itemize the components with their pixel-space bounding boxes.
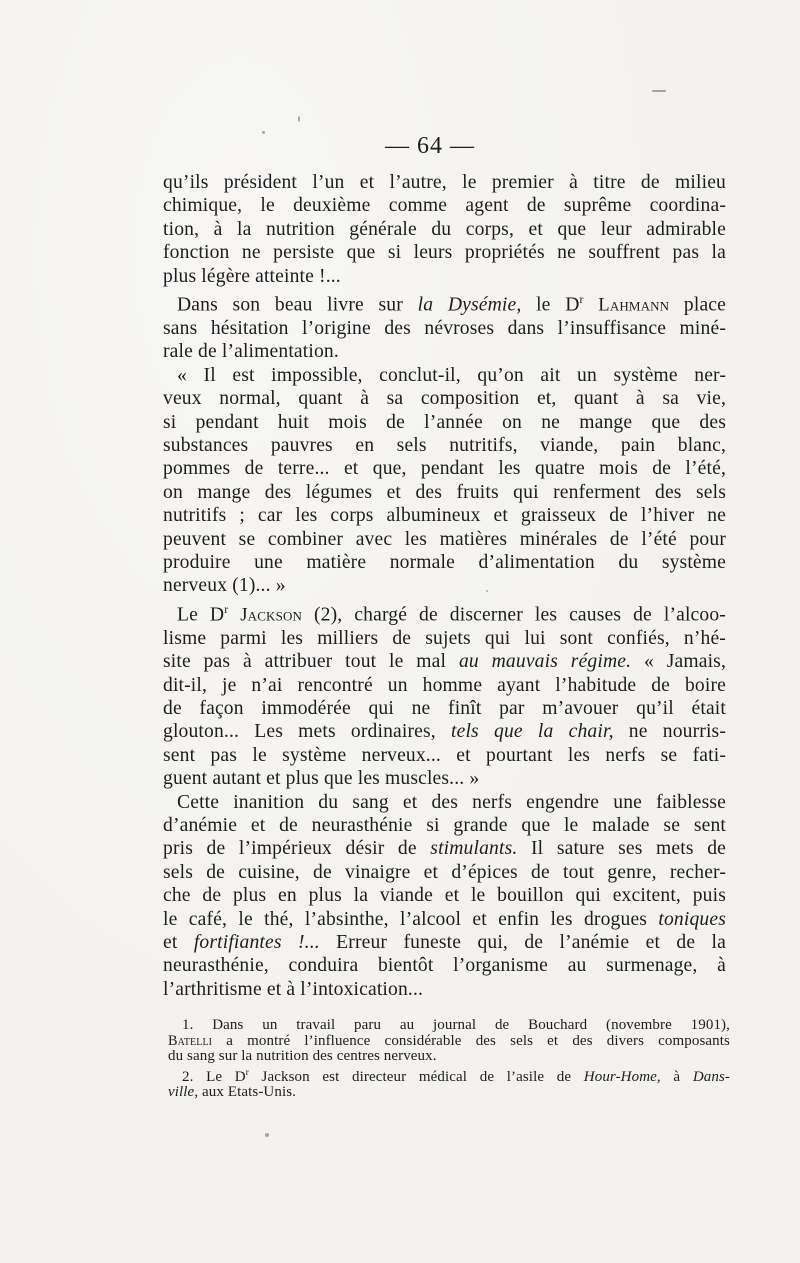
superscript: r xyxy=(579,293,584,307)
scan-speck xyxy=(652,90,666,92)
place-name: Dans- xyxy=(692,1068,730,1085)
text-run: a montré l’influence considérable des sels et des divers composants xyxy=(212,1032,730,1049)
paragraph-2 xyxy=(163,288,726,364)
author-name: Jackson xyxy=(240,604,303,626)
superscript: r xyxy=(245,1066,249,1077)
paragraph-5 xyxy=(163,791,726,1002)
text-line: dit-il, je n’ai rencontré un homme ayant l’habitude de boire xyxy=(163,674,726,696)
text-line: fonction ne persiste que si leurs propriétés ne souffrent pas la xyxy=(163,242,726,264)
text-line: tion, à la nutrition générale du corps, et que leur admirable xyxy=(163,218,726,240)
text-line: peuvent se combiner avec les matières minérales de l’été pour xyxy=(163,528,726,550)
text-run: Le D xyxy=(177,604,225,626)
text-run: Erreur funeste qui, de l’anémie et de la xyxy=(319,932,726,954)
text-line: l’arthritisme et à l’intoxication... xyxy=(163,978,424,1000)
text-line: neurasthénie, conduira bientôt l’organisme au surmenage, à xyxy=(163,955,726,977)
text-line xyxy=(163,837,726,860)
emphasis: stimulants. xyxy=(430,838,518,860)
text-run: place xyxy=(669,294,726,316)
emphasis: au mauvais régime. xyxy=(458,651,632,673)
author-name: Batelli xyxy=(168,1032,213,1049)
text-line: rale de l’alimentation. xyxy=(163,341,339,363)
text-run: et xyxy=(163,932,194,954)
emphasis: toniques xyxy=(658,908,726,930)
footnote-line xyxy=(168,1065,730,1086)
text-line: sent pas le système nerveux... et pourtant les nerfs se fati- xyxy=(163,744,726,766)
text-line xyxy=(163,931,726,954)
scan-speck xyxy=(298,116,300,122)
text-line: sans hésitation l’origine des névroses dans l’insuffisance miné- xyxy=(163,317,726,339)
paragraph-1 xyxy=(163,171,726,288)
footnote-1 xyxy=(168,1018,730,1065)
text-run: glouton... Les mets ordinaires, xyxy=(163,721,452,743)
text-line: veux normal, quant à sa composition et, quant à sa vie, xyxy=(163,388,726,410)
text-line xyxy=(163,908,726,931)
footnotes xyxy=(168,1018,730,1101)
text-line: qu’ils président l’un et l’autre, le premier à titre de milieu xyxy=(163,172,726,193)
text-line: si pendant huit mois de l’année on ne mange que des xyxy=(163,411,726,433)
text-line: de façon immodérée qui ne finît par m’avouer qu’il était xyxy=(163,698,726,719)
text-run: site pas à attribuer tout le mal xyxy=(163,651,459,673)
superscript: r xyxy=(224,602,229,616)
author-name: Lahmann xyxy=(598,294,670,316)
text-run: Dans son beau livre sur xyxy=(177,294,418,316)
footnote-2 xyxy=(168,1065,730,1101)
text-run: (2), chargé de discerner les causes de l’alcoo- xyxy=(302,604,726,626)
footnote-line xyxy=(168,1034,730,1050)
text-line: sels de cuisine, de vinaigre et d’épices de tout genre, recher- xyxy=(163,861,726,883)
text-line: « Il est impossible, conclut-il, qu’on ait un système ner- xyxy=(177,364,726,386)
scan-speck xyxy=(265,1133,269,1137)
paragraph-4 xyxy=(163,598,726,791)
body-text xyxy=(163,171,726,1001)
footnote-line: 1. Dans un travail paru au journal de Bouchard (novembre 1901), xyxy=(182,1017,730,1033)
text-line: chimique, le deuxième comme agent de suprême coordina- xyxy=(163,195,726,217)
text-line: nerveux (1)... » xyxy=(163,575,286,597)
text-line: guent autant et plus que les muscles... » xyxy=(163,768,480,790)
text-line: Cette inanition du sang et des nerfs engendre une faiblesse xyxy=(177,791,726,813)
text-line xyxy=(163,598,726,627)
text-run: Il sature ses mets de xyxy=(517,838,726,860)
book-title: la Dysémie, xyxy=(417,294,522,316)
text-run: aux Etats-Unis. xyxy=(198,1084,297,1101)
text-line: plus légère atteinte !... xyxy=(163,265,341,287)
text-line: produire une matière normale d’alimentation du système xyxy=(163,552,726,574)
scan-speck xyxy=(262,131,265,134)
footnote-line xyxy=(168,1085,730,1101)
paragraph-3-quote xyxy=(163,364,726,598)
text-run: pris de l’impérieux désir de xyxy=(163,838,431,860)
text-line: che de plus en plus la viande et le bouillon qui excitent, puis xyxy=(163,885,726,907)
text-line: d’anémie et de neurasthénie si grande que le malade se sent xyxy=(163,815,726,837)
text-run: le D xyxy=(521,294,580,316)
text-line xyxy=(163,720,726,743)
text-run: ne nourris- xyxy=(613,721,726,743)
text-line: nutritifs ; car les corps albumineux et graisseux de l’hiver ne xyxy=(163,505,726,527)
text-line: lisme parmi les milliers de sujets qui lui sont confiés, n’hé- xyxy=(163,627,726,649)
text-line xyxy=(163,288,726,317)
text-line: pommes de terre... et que, pendant les quatre mois de l’été, xyxy=(163,458,726,480)
emphasis: tels que la chair, xyxy=(451,721,614,743)
emphasis: fortifiantes !... xyxy=(193,932,320,954)
text-run: le café, le thé, l’absinthe, l’alcool et enfin les drogues xyxy=(163,908,659,930)
text-line: on mange des légumes et des fruits qui renferment des sels xyxy=(163,481,726,503)
text-run: « Jamais, xyxy=(631,651,726,673)
page-number: — 64 — xyxy=(385,133,475,159)
place-name: ville, xyxy=(168,1084,199,1101)
place-name: Hour-Home, xyxy=(583,1068,661,1085)
text-line xyxy=(163,650,726,673)
text-run: à xyxy=(660,1068,693,1085)
text-run: 2. Le D xyxy=(182,1068,246,1085)
footnote-line: du sang sur la nutrition des centres nerveux. xyxy=(168,1048,437,1065)
text-line: substances pauvres en sels nutritifs, viande, pain blanc, xyxy=(163,435,726,456)
scan-speck xyxy=(486,590,488,592)
text-run: Jackson est directeur médical de l’asile de xyxy=(248,1068,584,1085)
